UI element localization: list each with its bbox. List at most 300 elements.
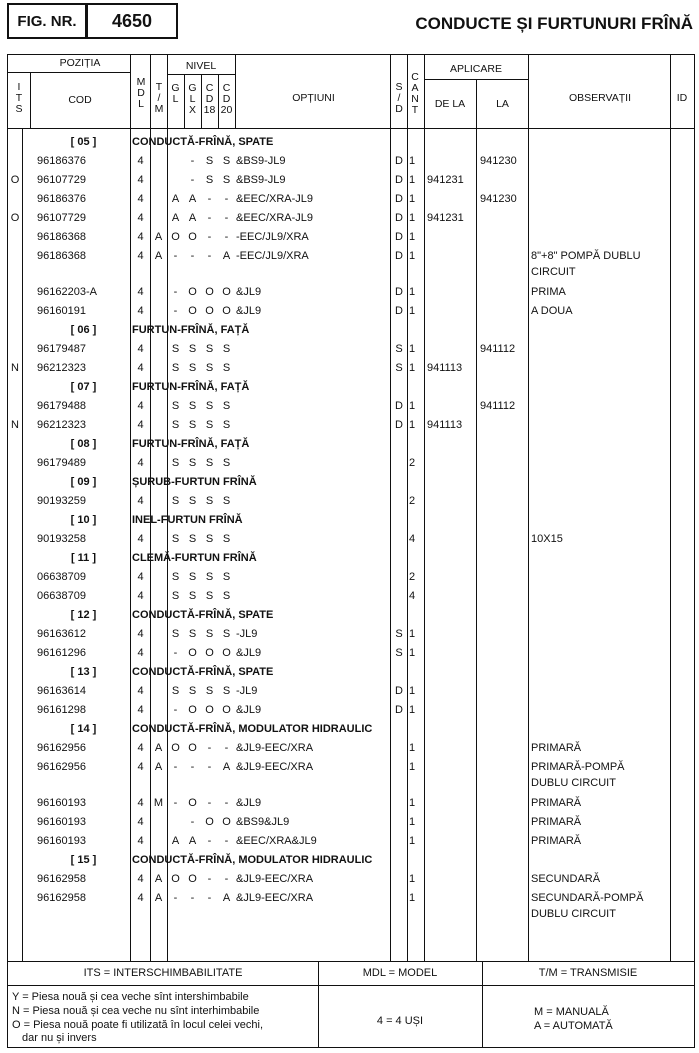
cell-gl: S: [171, 685, 180, 697]
cell-glx: O: [188, 231, 197, 243]
header-id: ID: [676, 92, 688, 104]
cell-gl: S: [171, 495, 180, 507]
page-title: CONDUCTE ȘI FURTUNURI FRÎNĂ: [415, 14, 693, 33]
cell-cod: 96160193: [37, 816, 86, 828]
cell-la: 941230: [480, 193, 517, 205]
legend-mdl-value: 4 = 4 UȘI: [376, 1015, 424, 1027]
cell-mdl: 4: [137, 571, 144, 583]
header-tm: T / M: [154, 81, 164, 115]
cell-mdl: 4: [137, 797, 144, 809]
cell-sd: D: [395, 419, 403, 431]
cell-tm: A: [154, 761, 163, 773]
cell-gl: S: [171, 590, 180, 602]
cell-cant: 4: [409, 590, 416, 602]
cell-obs-continued: CIRCUIT: [531, 266, 576, 278]
cell-cod: 96212323: [37, 362, 86, 374]
cell-cd20: A: [222, 250, 231, 262]
figure-number: 4650: [86, 3, 178, 39]
cell-sd: D: [395, 231, 403, 243]
cell-sd: D: [395, 174, 403, 186]
cell-gl: -: [173, 286, 178, 298]
cell-sd: D: [395, 193, 403, 205]
header-nivel: NIVEL: [185, 60, 217, 72]
cell-cod: 96163614: [37, 685, 86, 697]
cell-obs: PRIMARĂ: [531, 835, 582, 847]
cell-cd18: S: [205, 571, 214, 583]
cell-sd: D: [395, 704, 403, 716]
cell-gl: -: [173, 305, 178, 317]
cell-cd20: S: [222, 590, 231, 602]
cell-cd18: -: [207, 742, 212, 754]
header-cod: COD: [68, 94, 92, 106]
section-position: [ 14 ]: [70, 723, 97, 735]
legend-tm-automatic: A = AUTOMATĂ: [534, 1020, 613, 1032]
header-cd18: C D 18: [203, 82, 216, 116]
cell-cd20: S: [222, 343, 231, 355]
cell-la: 941230: [480, 155, 517, 167]
cell-gl: S: [171, 457, 180, 469]
cell-gl: -: [173, 797, 178, 809]
cell-mdl: 4: [137, 212, 144, 224]
cell-mdl: 4: [137, 400, 144, 412]
cell-cd18: O: [205, 816, 214, 828]
cell-cod: 96186368: [37, 250, 86, 262]
section-title: FURTUN-FRÎNĂ, FAȚĂ: [132, 324, 250, 336]
cell-cant: 1: [409, 305, 416, 317]
cell-mdl: 4: [137, 533, 144, 545]
cell-cod: 96186368: [37, 231, 86, 243]
cell-cd20: S: [222, 362, 231, 374]
cell-mdl: 4: [137, 892, 144, 904]
cell-dela: 941113: [427, 419, 463, 431]
cell-opt: -EEC/JL9/XRA: [236, 231, 309, 243]
section-position: [ 06 ]: [70, 324, 97, 336]
cell-mdl: 4: [137, 286, 144, 298]
cell-mdl: 4: [137, 155, 144, 167]
legend-its-y: Y = Piesa nouă și cea veche sînt intershimbabile: [12, 991, 249, 1003]
cell-sd: S: [395, 628, 403, 640]
cell-glx: S: [188, 590, 197, 602]
cell-mdl: 4: [137, 628, 144, 640]
cell-cant: 1: [409, 343, 416, 355]
cell-cant: 1: [409, 231, 416, 243]
cell-glx: O: [188, 742, 197, 754]
cell-sd: D: [395, 305, 403, 317]
cell-obs: PRIMARĂ: [531, 742, 582, 754]
cell-cd18: S: [205, 533, 214, 545]
cell-dela: 941231: [427, 212, 464, 224]
cell-glx: -: [190, 816, 195, 828]
cell-its: N: [11, 419, 19, 431]
cell-cd20: O: [222, 816, 231, 828]
section-position: [ 09 ]: [70, 476, 97, 488]
cell-sd: S: [395, 362, 403, 374]
section-title: FURTUN-FRÎNĂ, FAȚĂ: [132, 438, 250, 450]
cell-cant: 1: [409, 419, 416, 431]
cell-mdl: 4: [137, 174, 144, 186]
cell-glx: S: [188, 628, 197, 640]
section-title: CONDUCTĂ-FRÎNĂ, MODULATOR HIDRAULIC: [132, 723, 373, 735]
cell-glx: S: [188, 685, 197, 697]
cell-cant: 1: [409, 835, 416, 847]
cell-mdl: 4: [137, 816, 144, 828]
cell-cd20: S: [222, 628, 231, 640]
cell-cd20: -: [224, 742, 229, 754]
legend-its-title: ITS = INTERSCHIMBABILITATE: [83, 967, 243, 979]
cell-opt: -EEC/JL9/XRA: [236, 250, 309, 262]
cell-sd: D: [395, 685, 403, 697]
cell-opt: &JL9: [236, 305, 262, 317]
cell-glx: O: [188, 647, 197, 659]
cell-gl: A: [171, 835, 180, 847]
cell-tm: M: [153, 797, 164, 809]
cell-cod: 96179488: [37, 400, 86, 412]
cell-cod: 90193258: [37, 533, 86, 545]
cell-glx: O: [188, 797, 197, 809]
cell-sd: S: [395, 647, 403, 659]
cell-cant: 4: [409, 533, 416, 545]
section-title: FURTUN-FRÎNĂ, FAȚĂ: [132, 381, 250, 393]
cell-cant: 1: [409, 816, 416, 828]
section-title: CONDUCTĂ-FRÎNĂ, SPATE: [132, 609, 274, 621]
cell-obs: 8"+8" POMPĂ DUBLU: [531, 250, 641, 262]
section-position: [ 15 ]: [70, 854, 97, 866]
cell-sd: D: [395, 250, 403, 262]
cell-cd18: -: [207, 231, 212, 243]
cell-cd20: O: [222, 305, 231, 317]
cell-cd20: S: [222, 419, 231, 431]
cell-glx: A: [188, 193, 197, 205]
section-position: [ 05 ]: [70, 136, 97, 148]
legend-its-o: O = Piesa nouă poate fi utilizată în locul celei vechi,: [12, 1019, 264, 1031]
cell-cod: 06638709: [37, 571, 86, 583]
header-la: LA: [496, 98, 509, 110]
cell-cd18: S: [205, 685, 214, 697]
cell-la: 941112: [480, 400, 516, 412]
cell-cod: 90193259: [37, 495, 86, 507]
section-position: [ 10 ]: [70, 514, 97, 526]
section-title: CONDUCTĂ-FRÎNĂ, MODULATOR HIDRAULIC: [132, 854, 373, 866]
cell-mdl: 4: [137, 343, 144, 355]
cell-cd18: O: [205, 286, 214, 298]
cell-tm: A: [154, 873, 163, 885]
cell-mdl: 4: [137, 305, 144, 317]
cell-cd18: S: [205, 419, 214, 431]
cell-glx: O: [188, 873, 197, 885]
cell-cod: 96212323: [37, 419, 86, 431]
cell-dela: 941113: [427, 362, 463, 374]
cell-cod: 06638709: [37, 590, 86, 602]
cell-cd18: O: [205, 647, 214, 659]
cell-cod: 96160191: [37, 305, 86, 317]
cell-cd20: O: [222, 647, 231, 659]
cell-cd18: -: [207, 797, 212, 809]
cell-obs: PRIMA: [531, 286, 566, 298]
legend-its-o2: dar nu și invers: [22, 1032, 97, 1044]
cell-cant: 2: [409, 571, 416, 583]
cell-gl: S: [171, 362, 180, 374]
cell-cd20: S: [222, 400, 231, 412]
cell-cd18: -: [207, 892, 212, 904]
header-pozitia: POZIȚIA: [59, 57, 101, 69]
section-position: [ 08 ]: [70, 438, 97, 450]
section-title: ȘURUB-FURTUN FRÎNĂ: [132, 476, 257, 488]
cell-cant: 1: [409, 155, 416, 167]
cell-obs: SECUNDARĂ: [531, 873, 601, 885]
cell-cod: 96160193: [37, 797, 86, 809]
cell-cd20: S: [222, 155, 231, 167]
cell-obs: PRIMARĂ: [531, 797, 582, 809]
section-position: [ 11 ]: [70, 552, 97, 564]
cell-cd18: S: [205, 362, 214, 374]
cell-cd18: -: [207, 250, 212, 262]
header-aplicare: APLICARE: [450, 63, 502, 75]
cell-glx: S: [188, 419, 197, 431]
cell-mdl: 4: [137, 231, 144, 243]
cell-glx: A: [188, 212, 197, 224]
cell-mdl: 4: [137, 495, 144, 507]
cell-cd18: -: [207, 761, 212, 773]
cell-obs: 10X15: [531, 533, 563, 545]
cell-obs: PRIMARĂ-POMPĂ: [531, 761, 625, 773]
cell-opt: &JL9-EEC/XRA: [236, 892, 314, 904]
legend-tm-title: T/M = TRANSMISIE: [538, 967, 638, 979]
cell-obs-continued: DUBLU CIRCUIT: [531, 777, 616, 789]
cell-obs: A DOUA: [531, 305, 573, 317]
cell-gl: -: [173, 761, 178, 773]
cell-cant: 1: [409, 685, 416, 697]
cell-cd20: S: [222, 174, 231, 186]
cell-cant: 1: [409, 892, 416, 904]
cell-gl: S: [171, 400, 180, 412]
cell-cant: 2: [409, 495, 416, 507]
cell-cd18: O: [205, 305, 214, 317]
cell-dela: 941231: [427, 174, 464, 186]
cell-cant: 1: [409, 286, 416, 298]
cell-gl: S: [171, 419, 180, 431]
cell-glx: S: [188, 495, 197, 507]
cell-cd18: S: [205, 590, 214, 602]
cell-glx: -: [190, 250, 195, 262]
cell-glx: -: [190, 892, 195, 904]
cell-glx: S: [188, 533, 197, 545]
cell-cd20: S: [222, 533, 231, 545]
cell-its: O: [10, 212, 20, 224]
cell-cd18: S: [205, 400, 214, 412]
cell-cd20: O: [222, 286, 231, 298]
cell-opt: -JL9: [236, 685, 258, 697]
cell-cant: 1: [409, 797, 416, 809]
cell-opt: &BS9-JL9: [236, 155, 286, 167]
header-observatii: OBSERVAȚII: [568, 92, 632, 104]
cell-opt: &EEC/XRA-JL9: [236, 212, 314, 224]
cell-cod: 96161296: [37, 647, 86, 659]
legend-its-n: N = Piesa nouă și cea veche nu sînt interhimbabile: [12, 1005, 260, 1017]
cell-mdl: 4: [137, 457, 144, 469]
cell-cod: 96163612: [37, 628, 86, 640]
cell-opt: &JL9: [236, 704, 262, 716]
cell-opt: -JL9: [236, 628, 258, 640]
cell-cod: 96162203-A: [37, 286, 97, 298]
cell-opt: &EEC/XRA-JL9: [236, 193, 314, 205]
cell-cd20: S: [222, 571, 231, 583]
cell-cod: 96161298: [37, 704, 86, 716]
cell-obs: SECUNDARĂ-POMPĂ: [531, 892, 644, 904]
header-mdl: M D L: [136, 76, 146, 110]
cell-gl: O: [171, 231, 180, 243]
cell-cod: 96162958: [37, 873, 86, 885]
cell-mdl: 4: [137, 873, 144, 885]
header-glx: G L X: [188, 82, 197, 116]
cell-mdl: 4: [137, 685, 144, 697]
cell-cd20: A: [222, 761, 231, 773]
cell-sd: S: [395, 343, 403, 355]
cell-gl: O: [171, 873, 180, 885]
header-cd20: C D 20: [220, 82, 233, 116]
cell-opt: &JL9-EEC/XRA: [236, 761, 314, 773]
cell-obs: PRIMARĂ: [531, 816, 582, 828]
cell-cant: 1: [409, 362, 416, 374]
cell-la: 941112: [480, 343, 516, 355]
cell-cd18: S: [205, 495, 214, 507]
cell-mdl: 4: [137, 193, 144, 205]
cell-glx: -: [190, 761, 195, 773]
legend-tm-manual: M = MANUALĂ: [534, 1006, 609, 1018]
cell-glx: O: [188, 286, 197, 298]
cell-cd20: -: [224, 797, 229, 809]
cell-opt: &JL9-EEC/XRA: [236, 873, 314, 885]
cell-cant: 1: [409, 250, 416, 262]
section-position: [ 07 ]: [70, 381, 97, 393]
cell-glx: S: [188, 362, 197, 374]
cell-cd18: S: [205, 343, 214, 355]
cell-opt: &JL9: [236, 286, 262, 298]
cell-gl: -: [173, 647, 178, 659]
cell-mdl: 4: [137, 419, 144, 431]
cell-cant: 1: [409, 400, 416, 412]
cell-glx: A: [188, 835, 197, 847]
cell-glx: S: [188, 457, 197, 469]
cell-its: O: [10, 174, 20, 186]
cell-glx: O: [188, 704, 197, 716]
cell-cant: 1: [409, 628, 416, 640]
cell-its: N: [11, 362, 19, 374]
cell-mdl: 4: [137, 835, 144, 847]
cell-glx: S: [188, 343, 197, 355]
cell-cd20: -: [224, 231, 229, 243]
cell-cant: 1: [409, 742, 416, 754]
cell-gl: A: [171, 212, 180, 224]
cell-opt: &EEC/XRA&JL9: [236, 835, 317, 847]
cell-cd18: -: [207, 193, 212, 205]
cell-gl: -: [173, 892, 178, 904]
header-optiuni: OPȚIUNI: [292, 92, 335, 104]
cell-mdl: 4: [137, 742, 144, 754]
cell-cod: 96107729: [37, 212, 86, 224]
header-dela: DE LA: [434, 98, 466, 110]
cell-sd: D: [395, 155, 403, 167]
cell-gl: -: [173, 250, 178, 262]
cell-mdl: 4: [137, 761, 144, 773]
cell-cod: 96162958: [37, 892, 86, 904]
cell-cant: 1: [409, 174, 416, 186]
cell-glx: -: [190, 174, 195, 186]
cell-gl: S: [171, 343, 180, 355]
cell-tm: A: [154, 231, 163, 243]
cell-mdl: 4: [137, 362, 144, 374]
cell-cd18: S: [205, 155, 214, 167]
cell-gl: O: [171, 742, 180, 754]
header-gl: G L: [171, 82, 180, 105]
cell-gl: A: [171, 193, 180, 205]
cell-cd20: S: [222, 495, 231, 507]
cell-cd20: -: [224, 835, 229, 847]
cell-gl: S: [171, 533, 180, 545]
cell-sd: D: [395, 400, 403, 412]
cell-cd20: O: [222, 704, 231, 716]
cell-cd18: S: [205, 174, 214, 186]
cell-cant: 1: [409, 212, 416, 224]
cell-cant: 1: [409, 704, 416, 716]
cell-mdl: 4: [137, 590, 144, 602]
cell-cod: 96186376: [37, 155, 86, 167]
cell-tm: A: [154, 250, 163, 262]
cell-cd18: -: [207, 212, 212, 224]
cell-cant: 1: [409, 761, 416, 773]
cell-cd18: S: [205, 457, 214, 469]
cell-gl: S: [171, 571, 180, 583]
section-title: INEL-FURTUN FRÎNĂ: [132, 514, 243, 526]
cell-cd20: S: [222, 685, 231, 697]
cell-glx: -: [190, 155, 195, 167]
cell-cd20: -: [224, 873, 229, 885]
cell-cd18: S: [205, 628, 214, 640]
cell-cant: 1: [409, 873, 416, 885]
cell-glx: S: [188, 571, 197, 583]
cell-opt: &JL9: [236, 797, 262, 809]
cell-cod: 96186376: [37, 193, 86, 205]
cell-cd20: -: [224, 212, 229, 224]
cell-glx: O: [188, 305, 197, 317]
cell-sd: D: [395, 286, 403, 298]
section-title: CONDUCTĂ-FRÎNĂ, SPATE: [132, 136, 274, 148]
cell-cod: 96179487: [37, 343, 86, 355]
cell-gl: S: [171, 628, 180, 640]
cell-mdl: 4: [137, 250, 144, 262]
cell-cant: 2: [409, 457, 416, 469]
cell-mdl: 4: [137, 704, 144, 716]
cell-cod: 96162956: [37, 742, 86, 754]
cell-cd18: -: [207, 835, 212, 847]
cell-cod: 96160193: [37, 835, 86, 847]
cell-cd20: A: [222, 892, 231, 904]
cell-cd20: S: [222, 457, 231, 469]
cell-opt: &BS9-JL9: [236, 174, 286, 186]
header-sd: S / D: [395, 81, 403, 115]
cell-opt: &JL9: [236, 647, 262, 659]
figure-label: FIG. NR.: [7, 3, 87, 39]
cell-opt: &JL9-EEC/XRA: [236, 742, 314, 754]
cell-obs-continued: DUBLU CIRCUIT: [531, 908, 616, 920]
cell-cod: 96179489: [37, 457, 86, 469]
cell-opt: &BS9&JL9: [236, 816, 290, 828]
cell-cod: 96162956: [37, 761, 86, 773]
cell-sd: D: [395, 212, 403, 224]
header-cant: C A N T: [411, 71, 419, 116]
cell-cd18: -: [207, 873, 212, 885]
cell-cant: 1: [409, 647, 416, 659]
cell-cant: 1: [409, 193, 416, 205]
